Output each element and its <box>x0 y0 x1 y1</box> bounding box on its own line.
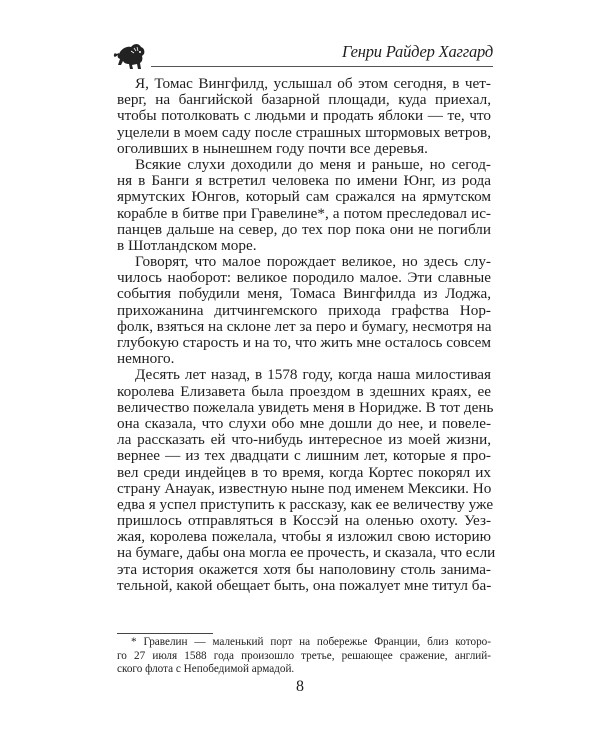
text-line: фолк, взяться на склоне лет за перо и бумагу, несмотря на <box>117 317 492 335</box>
text-line: верг, на бангийской базарной площади, куда приехал, <box>117 91 491 109</box>
text-line: вернее — из тех двадцати с лишним лет, которые я про- <box>117 447 491 465</box>
text-line: оголивших в нынешнем году почти все деревья. <box>117 139 428 157</box>
page-number: 8 <box>296 678 304 695</box>
footnote <box>117 636 491 677</box>
footnote-line: ского флота с Непобедимой армадой. <box>117 663 295 676</box>
paragraph <box>117 366 496 594</box>
text-line: она сказала, что слухи обо мне дошли до нее, и повеле- <box>117 414 491 432</box>
footnote-line: го 27 июля 1588 года произошло третье, решающее сражение, англий- <box>117 649 491 662</box>
text-line: события побудили меня, Томаса Вингфилда из Лоджа, <box>117 285 491 303</box>
text-line: королева Елизавета была проездом в здешних краях, ее <box>117 382 491 400</box>
text-line: Говорят, что малое порождает великое, но здесь слу- <box>135 253 491 271</box>
text-line: страну Анауак, известную ныне под именем Мексики. Но <box>117 479 492 497</box>
text-line: вел среди индейцев в то время, когда Кортес покорял их <box>117 463 491 481</box>
paragraph <box>117 254 491 367</box>
text-line: эта история окажется хотя бы наполовину столь занима- <box>117 560 491 578</box>
book-author: Генри Райдер Хаггард <box>341 42 493 61</box>
text-line: Я, Томас Вингфилд, услышал об этом сегодня, в чет- <box>135 75 491 92</box>
text-line: пришлось отправляться в Коссэй на оленью охоту. Уез- <box>117 512 491 530</box>
text-line: уцелели в моем саду после страшных штормовых ветров, <box>117 123 491 141</box>
body-text <box>117 75 496 594</box>
text-line: тельной, какой обещает быть, она пожалует мне титул ба- <box>117 576 492 594</box>
text-line: величество пожелала увидеть меня в Нoридже. В тот день <box>117 398 494 416</box>
text-line: ярмутских Юнгов, который сам сражался на ярмутском <box>117 188 491 206</box>
running-header <box>113 38 493 72</box>
paragraph <box>117 157 491 254</box>
text-line: немного. <box>117 350 175 368</box>
text-line: корабле в битве при Гравелине*, а потом преследовал ис- <box>117 204 491 222</box>
footnote-rule <box>117 633 213 634</box>
text-line: ла рассказать ей что-нибудь интересное из моей жизни, <box>117 431 491 449</box>
header-rule <box>151 66 493 67</box>
text-line: глубокую старость и на то, что жить мне осталось совсем <box>117 334 491 351</box>
text-line: чтобы потолковать с людьми и продать яблоки — те, что <box>117 107 491 125</box>
lion-icon <box>113 42 151 72</box>
text-line: ня в Банги я встретил человека по имени Юнг, из рода <box>117 172 491 190</box>
text-line: жая, королева пожелала, чтобы я изложил свою историю <box>117 528 491 546</box>
text-line: прихожанина дитчингемского прихода графства Нор- <box>117 301 491 319</box>
text-line: Десять лет назад, в 1578 году, когда наша милостивая <box>135 366 491 384</box>
footnote-line: * Гравелин — маленький порт на побережье Франции, близ которо- <box>131 636 491 648</box>
text-line: в Шотландском море. <box>117 236 257 254</box>
text-line: едва я успел приступить к рассказу, как ее величеству уже <box>117 495 494 513</box>
text-line: на бумаге, дабы она могла ее прочесть, и сказала, что если <box>117 544 496 562</box>
text-line: панцев дальше на север, до тех пор пока они не погибли <box>117 220 491 238</box>
text-line: Всякие слухи доходили до меня и раньше, но сегод- <box>135 155 491 173</box>
text-line: чилось наоборот: великое породило малое. Эти славные <box>117 269 491 287</box>
paragraph <box>117 76 491 157</box>
